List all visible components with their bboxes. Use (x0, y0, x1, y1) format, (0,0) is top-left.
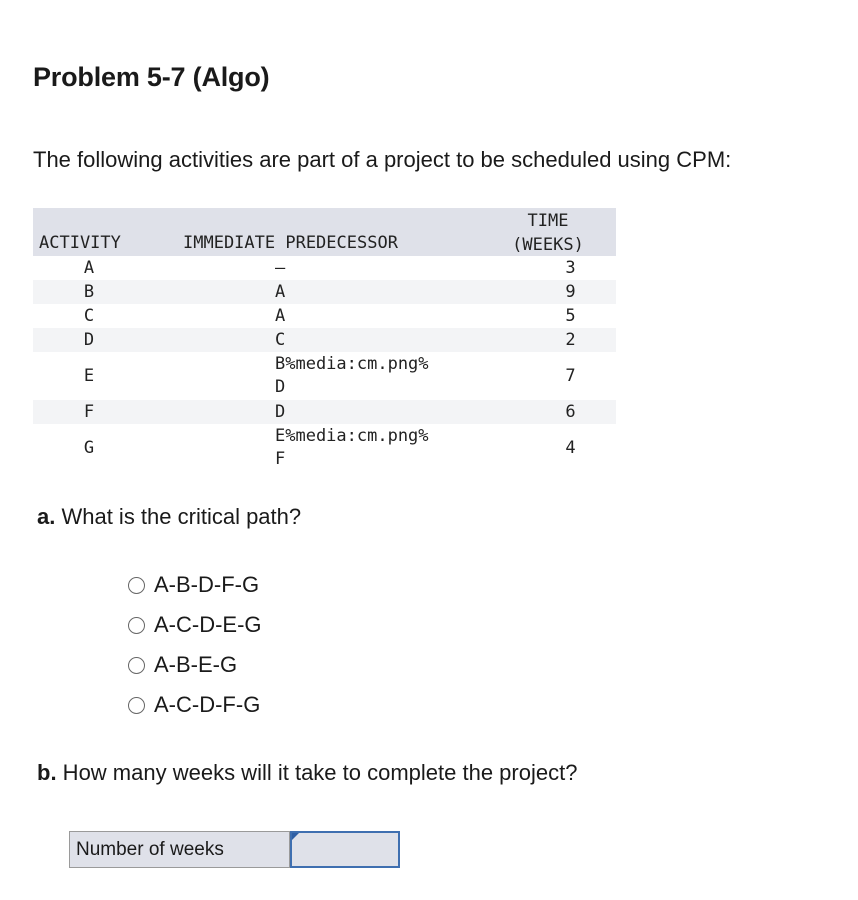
radio-button[interactable] (128, 577, 145, 594)
header-activity: ACTIVITY (39, 233, 121, 253)
table-row (33, 256, 616, 280)
table-row (33, 400, 616, 424)
cell-activity: G (83, 438, 95, 458)
table-header (33, 208, 616, 256)
cell-activity: F (83, 402, 95, 422)
question-a-text: What is the critical path? (55, 504, 302, 529)
cell-predecessor-line1: — (275, 257, 286, 278)
weeks-input[interactable] (290, 831, 400, 868)
activity-table (33, 208, 616, 472)
option-label: A-B-E-G (154, 652, 238, 677)
cell-predecessor-line2: D (275, 377, 286, 397)
cell-predecessor-line1: A (275, 281, 286, 302)
cell-predecessor-line2: F (275, 449, 286, 469)
radio-button[interactable] (128, 697, 145, 714)
cell-activity: A (83, 258, 95, 278)
cell-predecessor (145, 425, 525, 471)
question-b (37, 760, 577, 786)
cell-predecessor (145, 401, 525, 424)
option-acdeg[interactable] (128, 605, 262, 645)
problem-title: Problem 5-7 (Algo) (33, 62, 270, 92)
cell-predecessor (145, 281, 525, 304)
header-time-line1: TIME (527, 211, 569, 231)
cell-activity: C (83, 306, 95, 326)
cell-predecessor-line1: C (275, 329, 286, 350)
cell-activity: E (83, 366, 95, 386)
table-row (33, 280, 616, 304)
cell-predecessor-line1: E%media:cm.png% (275, 426, 429, 446)
header-time-line2: (WEEKS) (512, 235, 584, 255)
radio-button[interactable] (128, 617, 145, 634)
header-time (503, 209, 593, 257)
question-a-label: a. (37, 504, 56, 529)
option-label: A-C-D-E-G (154, 612, 262, 637)
weeks-answer-row (69, 831, 400, 868)
header-predecessor: IMMEDIATE PREDECESSOR (183, 233, 398, 253)
cell-time: 2 (565, 330, 576, 350)
option-label: A-B-D-F-G (154, 572, 260, 597)
cell-time: 5 (565, 306, 576, 326)
problem-intro: The following activities are part of a project to be scheduled using CPM: (33, 147, 732, 172)
weeks-input-holder (290, 831, 400, 868)
weeks-label: Number of weeks (69, 831, 290, 868)
cell-time: 6 (565, 402, 576, 422)
cell-predecessor-line1: B%media:cm.png% (275, 354, 429, 374)
cell-activity: D (83, 330, 95, 350)
question-b-label: b. (37, 760, 57, 785)
cell-predecessor (145, 305, 525, 328)
cell-predecessor (145, 329, 525, 352)
question-b-text: How many weeks will it take to complete the project? (56, 760, 578, 785)
cell-predecessor (145, 353, 525, 399)
cell-time: 3 (565, 258, 576, 278)
table-row (33, 424, 616, 472)
option-acdfg[interactable] (128, 685, 262, 725)
cell-predecessor-line1: D (275, 401, 286, 422)
question-a (37, 504, 301, 530)
cell-time: 7 (565, 366, 576, 386)
cell-predecessor (145, 257, 525, 280)
cell-time: 9 (565, 282, 576, 302)
table-row (33, 352, 616, 400)
table-row (33, 328, 616, 352)
option-abdfg[interactable] (128, 565, 262, 605)
radio-button[interactable] (128, 657, 145, 674)
option-label: A-C-D-F-G (154, 692, 261, 717)
table-row (33, 304, 616, 328)
option-abeg[interactable] (128, 645, 262, 685)
cell-time: 4 (565, 438, 576, 458)
cell-predecessor-line1: A (275, 305, 286, 326)
critical-path-options (128, 565, 262, 725)
cell-activity: B (83, 282, 95, 302)
